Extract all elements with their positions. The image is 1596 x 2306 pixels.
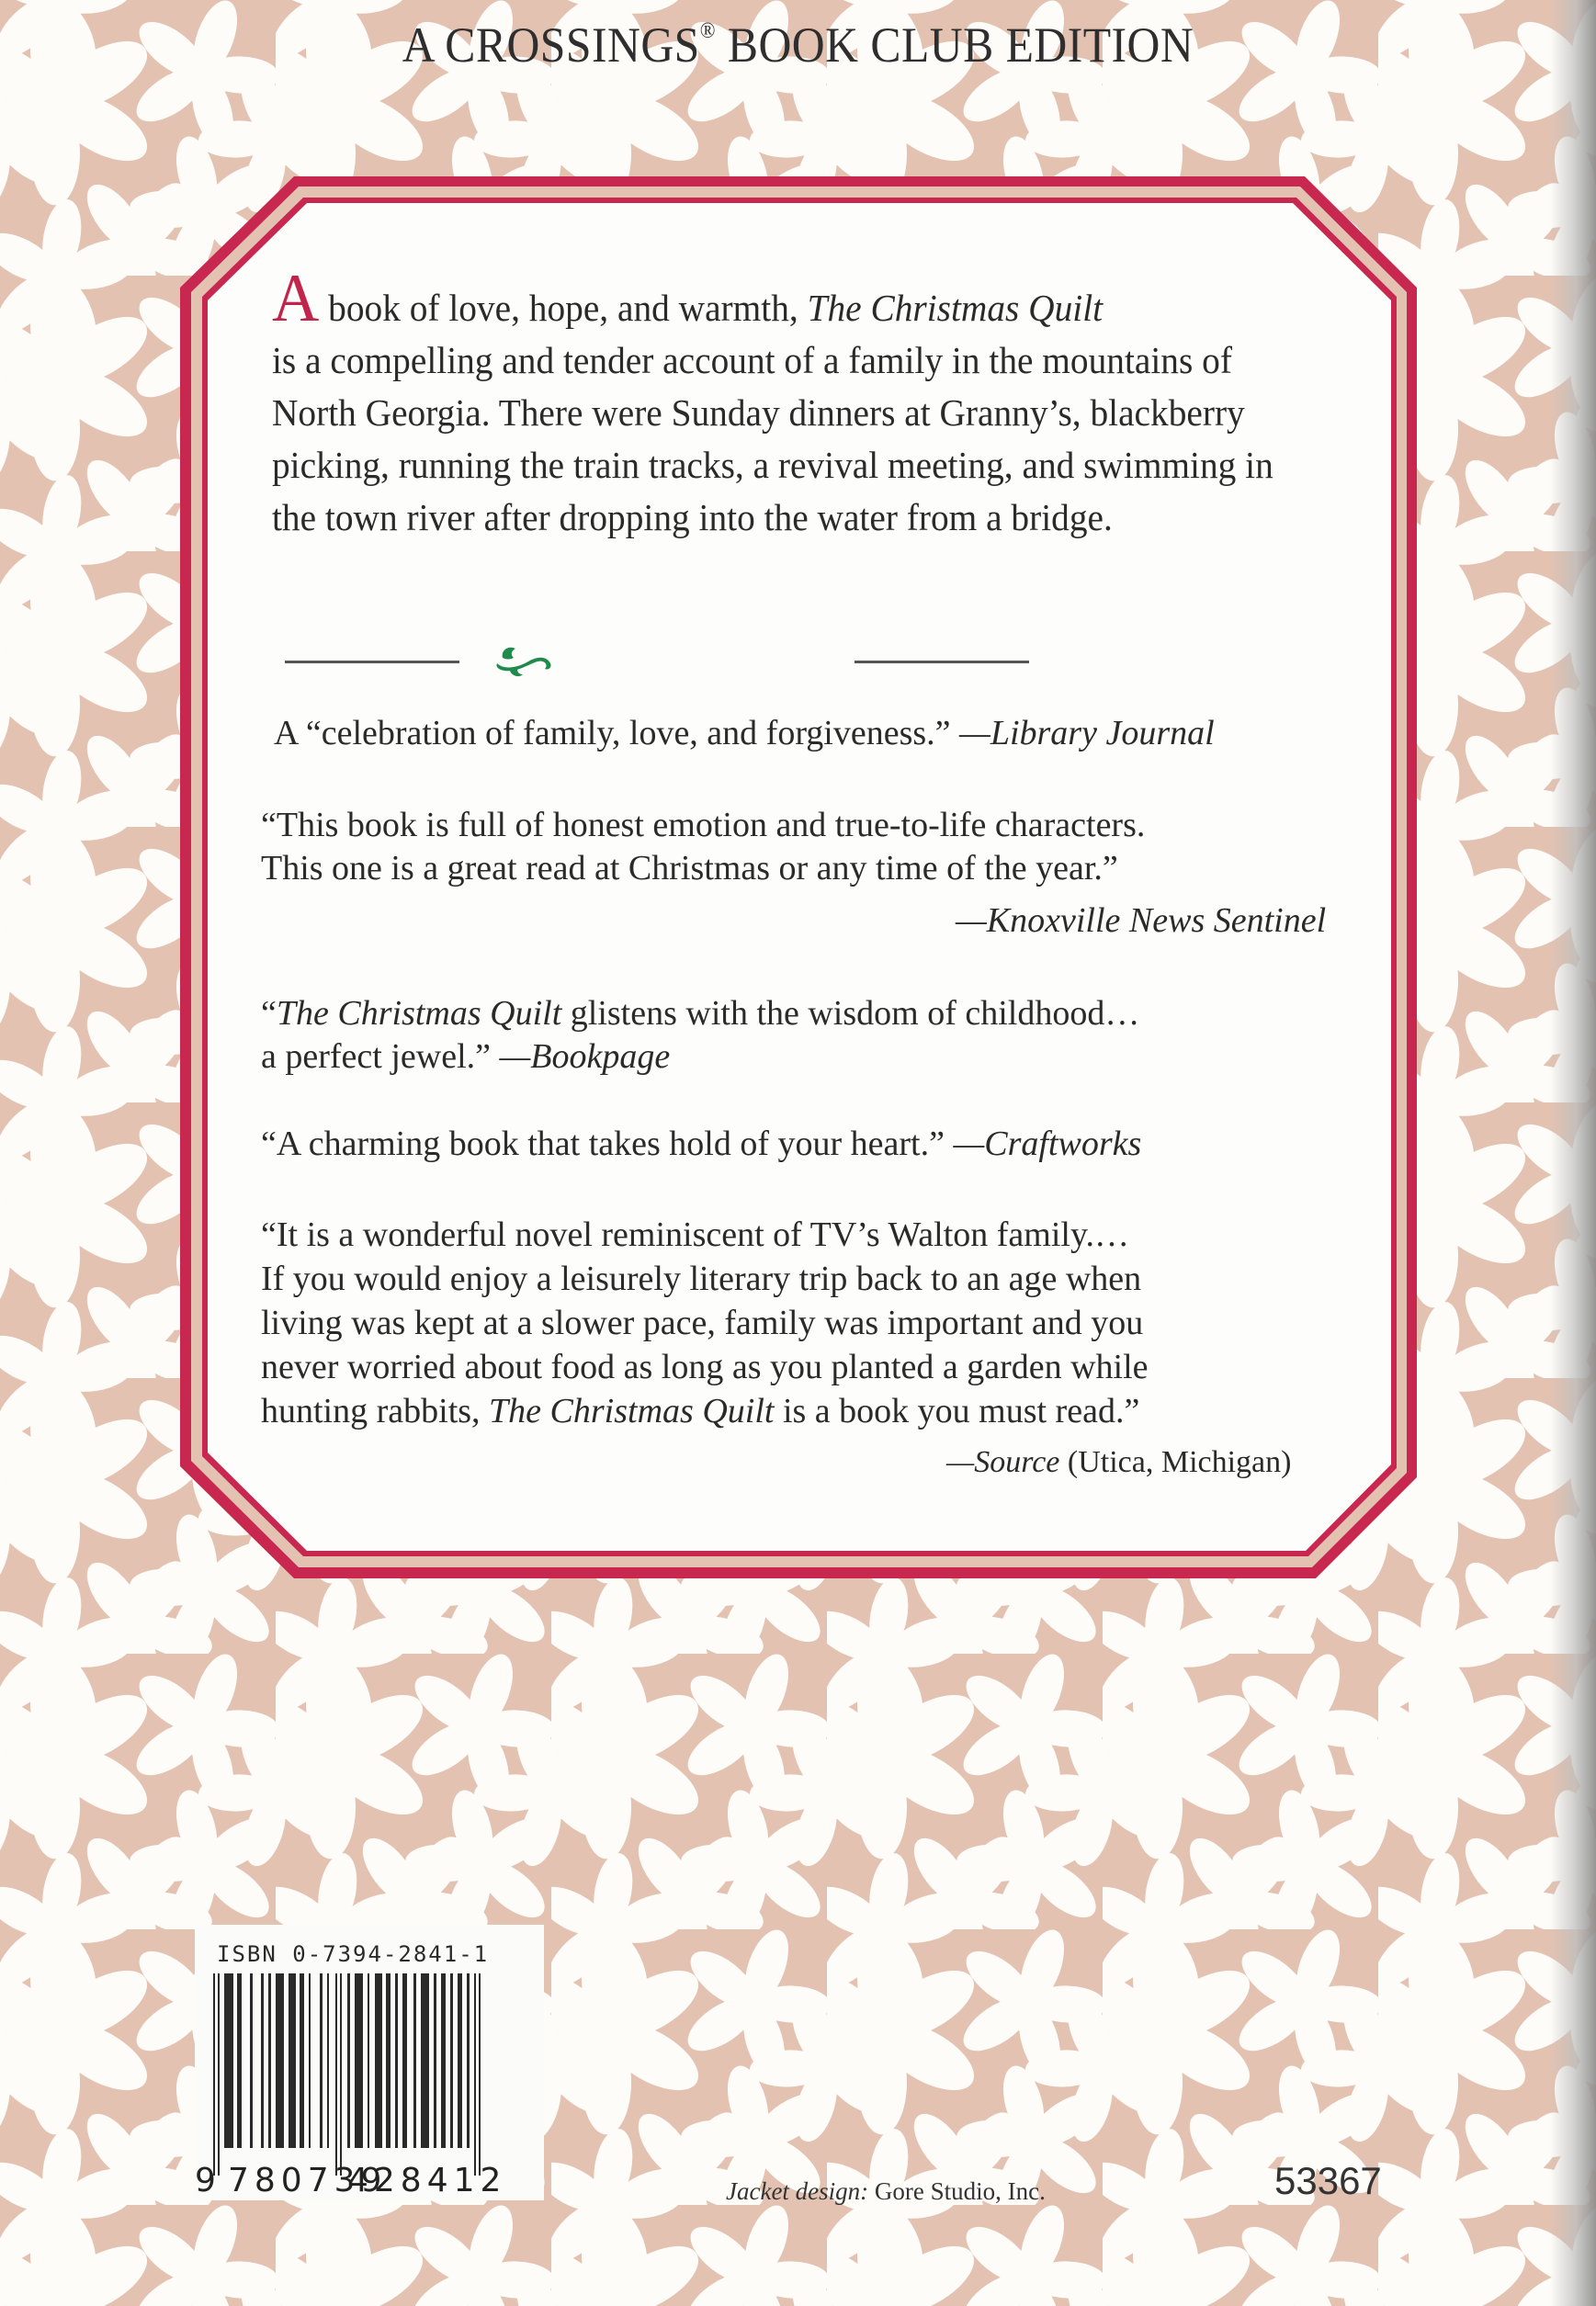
quote-attribution: —Knoxville News Sentinel: [956, 901, 1327, 940]
quote-attribution: —Library Journal: [959, 714, 1215, 752]
quote-line: “It is a wonderful novel reminiscent of TV’s Walton family.…: [261, 1215, 1129, 1254]
divider-rule-left: [285, 661, 459, 663]
barcode-digits-right: 428412: [347, 2162, 507, 2199]
barcode-digit-first: 9: [195, 2162, 221, 2199]
drop-cap: A: [272, 261, 320, 336]
quote-line: hunting rabbits,: [261, 1392, 490, 1430]
intro-text-1: book of love, hope, and warmth,: [319, 287, 808, 329]
price-code: 53367: [1274, 2159, 1382, 2202]
jacket-design-credit: [726, 2177, 1046, 2206]
quote-attribution: —Bookpage: [499, 1037, 671, 1076]
quote-attribution: —Craftworks: [953, 1125, 1142, 1163]
isbn-label: ISBN 0-7394-2841-1: [217, 1941, 490, 1967]
quote-text: A “celebration of family, love, and forgiveness.”: [274, 714, 960, 752]
quote-line: living was kept at a slower pace, family was important and you: [261, 1304, 1144, 1342]
review-quote-5: [261, 1213, 1149, 1433]
quote-line: is a book you must read.”: [774, 1392, 1140, 1430]
book-title: The Christmas Quilt: [276, 994, 562, 1033]
review-quote-1: [274, 712, 1215, 755]
jacket-credit-label: Jacket design:: [726, 2177, 869, 2205]
leaf-flourish-icon: [492, 643, 556, 680]
review-quote-4: [261, 1123, 1141, 1166]
barcode-digits-left: 780739: [228, 2162, 388, 2199]
book-title: The Christmas Quilt: [807, 287, 1104, 329]
quote-line: never worried about food as long as you planted a garden while: [261, 1348, 1149, 1386]
registered-mark: ®: [699, 19, 716, 43]
attribution-source: —Source: [946, 1445, 1060, 1479]
description-paragraph: [272, 261, 1313, 544]
intro-text-2: is a compelling and tender account of a family in the mountains of North Georgia. There were Sunday dinners at Granny’s, blackberry picking, running the train tracks, a revival meeting, and swimming in the town river after dropping into the water from a bridge.: [272, 339, 1273, 538]
book-title: The Christmas Quilt: [489, 1392, 775, 1430]
barcode-icon: [213, 1973, 498, 2176]
divider-rule-right: [855, 661, 1029, 663]
edition-banner-suffix: BOOK CLUB EDITION: [715, 17, 1194, 73]
ornamental-divider: [285, 643, 1029, 680]
quote-line: glistens with the wisdom of childhood…: [561, 994, 1140, 1033]
review-quote-2: [261, 804, 1145, 890]
quote-line: This one is a great read at Christmas or any time of the year.”: [261, 849, 1118, 887]
quote-line: “This book is full of honest emotion and true-to-life characters.: [261, 806, 1146, 844]
attribution-place: (Utica, Michigan): [1059, 1445, 1292, 1479]
open-quote: “: [261, 994, 277, 1033]
description-panel: [272, 261, 1310, 544]
quote-attribution: [946, 1445, 1291, 1480]
jacket-credit-designer: Gore Studio, Inc.: [868, 2177, 1046, 2205]
quote-line: If you would enjoy a leisurely literary trip back to an age when: [261, 1260, 1142, 1298]
quote-text: “A charming book that takes hold of your heart.”: [261, 1125, 954, 1163]
edition-banner-prefix: A CROSSINGS: [402, 17, 700, 73]
review-quote-3: [261, 992, 1139, 1079]
quote-line: a perfect jewel.”: [261, 1037, 500, 1076]
